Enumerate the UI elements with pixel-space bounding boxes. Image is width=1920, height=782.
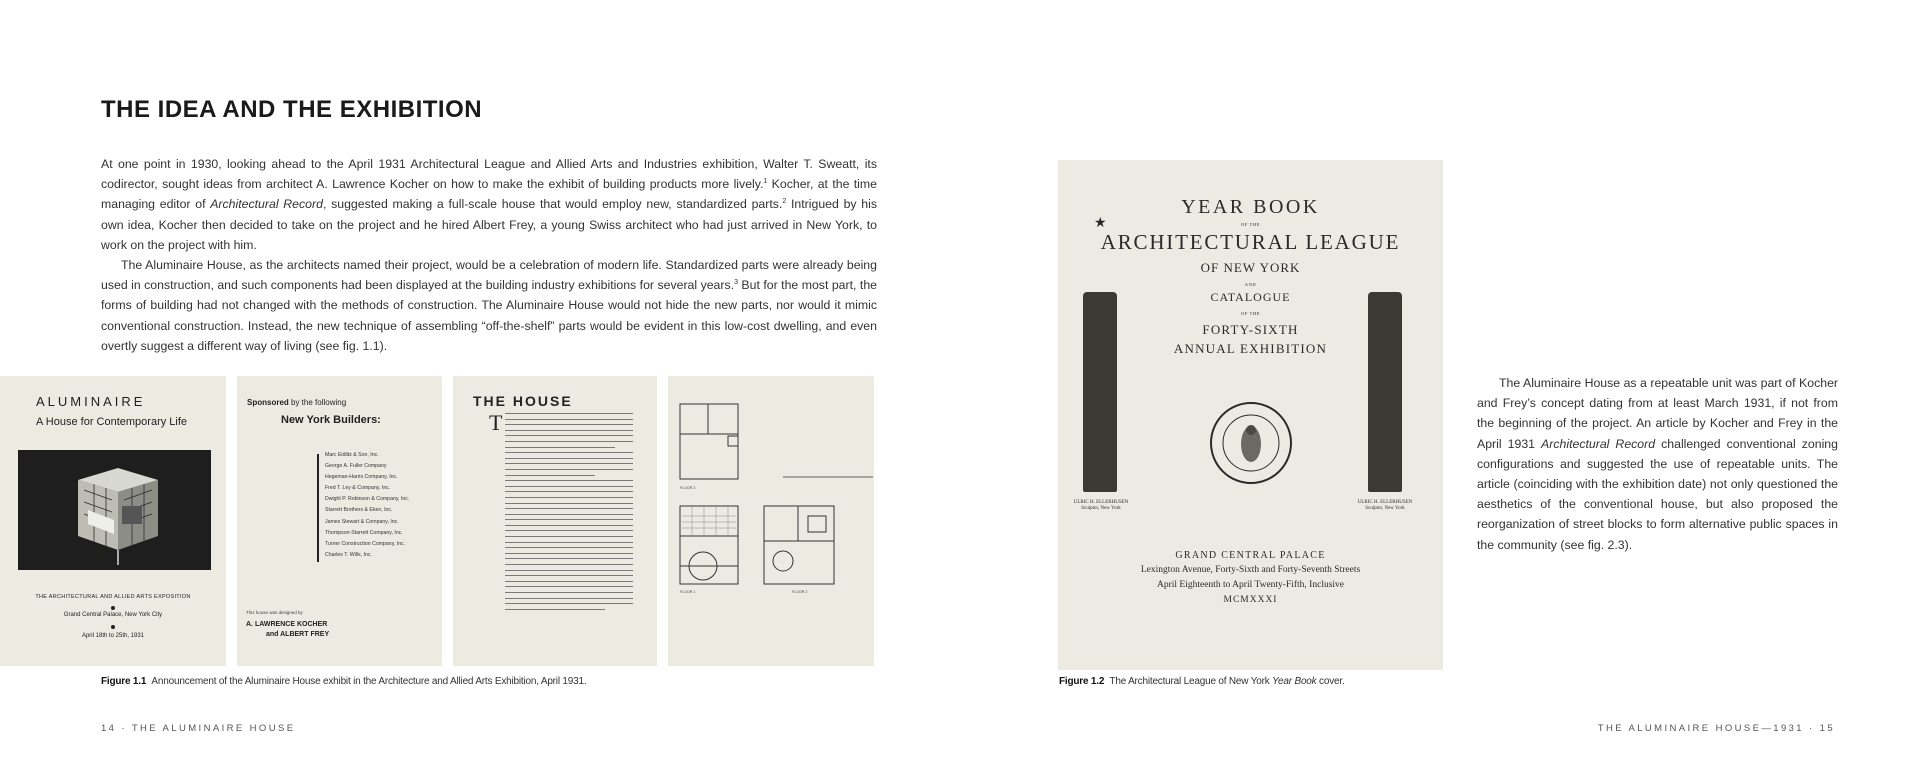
bullet-dot xyxy=(111,606,115,610)
figure-caption-1: Figure 1.1 Announcement of the Aluminaire House exhibit in the Architecture and Allied Arts Exhibition, April 1931. xyxy=(101,676,587,687)
body-paragraph-1: At one point in 1930, looking ahead to the April 1931 Architectural League and Allied Arts and Industries exhibition, Walter T. Sweatt, its codirector, sought ideas from architect A. Lawrence Kocher on how to make the exhibit of building products more lively.$^1$ Kocher, at the time managing editor of Architectural Record, suggested making a full-scale house that would employ new, standardized parts.$^2$ Intrigued by his own idea, Kocher then decided to take on the project and he hired Albert Frey, a young Swiss architect who had just arrived in New York, to work on the project with him. xyxy=(101,157,878,252)
house-photo xyxy=(18,450,211,570)
footnote-ref[interactable]: 1 xyxy=(763,178,768,186)
builder-item: Fred T. Ley & Company, Inc. xyxy=(325,485,391,492)
side-paragraph: The Aluminaire House as a repeatable unit was part of Kocher and Frey’s concept dating from at least March 1931, if not from the beginning of the project. An article by Kocher and Frey in the April 1931 Architectural Record challenged conventional zoning configurations and suggested the use of repeatable units. The article (coinciding with the exhibition date) not only questioned the aesthetics of the conventional house, but also proposed the reorganization of street blocks to form alternative public spaces in the community (see fig. 2.3). xyxy=(1477,376,1838,552)
builders-heading: New York Builders: xyxy=(281,414,381,426)
builder-item: James Stewart & Company, Inc. xyxy=(325,518,399,525)
builder-item: Turner Construction Company, Inc. xyxy=(325,540,406,547)
aluminaire-name: ALUMINAIRE xyxy=(36,394,146,409)
fig1-panel-sponsors xyxy=(237,376,442,666)
star-icon: ★ xyxy=(1094,216,1107,231)
figure-caption-2: Figure 1.2 The Architectural League of New York Year Book cover. xyxy=(1059,676,1345,687)
house-model-image xyxy=(18,450,211,570)
figure-label: Figure 1.2 xyxy=(1059,676,1105,687)
builder-item: Thompson-Starrett Company, Inc. xyxy=(325,529,403,536)
body-text xyxy=(101,154,877,356)
sculptor-credit: ULRIC H. ELLERHUSEN Sculptor, New York xyxy=(1357,500,1413,511)
floor-plans-drawing xyxy=(668,376,874,666)
footnote-ref[interactable]: 2 xyxy=(782,198,787,206)
expo-dates: April 18th to 25th, 1931 xyxy=(81,633,145,639)
yearbook-league: ARCHITECTURAL LEAGUE xyxy=(1100,230,1401,254)
builder-item: Marc Eidlitz & Son, Inc. xyxy=(325,452,379,458)
builder-item: Charles T. Wills, Inc. xyxy=(325,551,372,558)
fig1-panel-the-house xyxy=(453,376,657,666)
bullet-dot xyxy=(111,625,115,629)
yearbook-venue: GRAND CENTRAL PALACE xyxy=(1175,550,1326,561)
yearbook-title: YEAR BOOK xyxy=(1181,196,1320,218)
expo-name: THE ARCHITECTURAL AND ALLIED ARTS EXPOSITION xyxy=(35,594,191,600)
builder-item: Starrett Brothers & Eken, Inc. xyxy=(325,507,393,514)
statue-right xyxy=(1368,292,1402,492)
yearbook-cover: YEAR BOOK OF THE ★ ARCHITECTURAL LEAGUE OF NEW YORK AND CATALOGUE OF THE FORTY-SIXTH ANNUAL EXHIBITION ULRIC H. ELLERHUSEN Sculptor, New York ULRIC H. ELLERHUSEN Sculptor, New York GRAND CENTRAL PALACE Lexington Avenue, Forty-Sixth and Forty-Seventh Streets April Eighteenth to April Twenty-Fifth, Inclusive MCMXXXI xyxy=(1058,160,1443,670)
page-folio-right: THE ALUMINAIRE HOUSE—1931 · 15 xyxy=(1597,723,1835,734)
league-seal-icon xyxy=(1208,400,1294,486)
sponsored-by: Sponsored by the following xyxy=(247,398,347,407)
section-title: THE IDEA AND THE EXHIBITION xyxy=(101,96,483,123)
architects: A. LAWRENCE KOCHER and ALBERT FREY xyxy=(246,621,330,638)
aluminaire-subtitle: A House for Contemporary Life xyxy=(36,416,188,428)
builder-item: George A. Fuller Company xyxy=(325,463,387,470)
floor-label: FLOOR 3 xyxy=(680,486,696,490)
sculptor-credit: ULRIC H. ELLERHUSEN Sculptor, New York xyxy=(1073,500,1129,511)
body-paragraph-2: The Aluminaire House, as the architects named their project, would be a celebration of modern life. Standardized parts were already being used in construction, and such components had been displayed at the building industry exhibitions for several years.$^3$ But for the most part, the forms of building had not changed with the methods of construction. The Aluminaire House would not hide the new parts, nor would it mimic conventional construction. Instead, the new technique of assembling “off-the-shelf” parts would be evident in this low-cost dwelling, and even overtly suggest a different way of living (see fig. 1.1). xyxy=(101,258,877,353)
builders-rule xyxy=(317,454,319,562)
fig1-panel-floor-plans xyxy=(668,376,874,666)
designed-by: This house was designed by xyxy=(246,610,303,615)
drop-cap: T xyxy=(489,410,503,435)
builder-item: Dwight P. Robinson & Company, Inc. xyxy=(325,496,410,503)
floor-label: FLOOR 2 xyxy=(792,590,808,594)
floor-label: FLOOR 1 xyxy=(680,590,696,594)
builder-item: Hegeman-Harris Company, Inc. xyxy=(325,474,398,481)
page-folio-left: 14 · THE ALUMINAIRE HOUSE xyxy=(101,723,296,734)
house-text-block xyxy=(505,413,633,614)
builders-list xyxy=(325,450,409,561)
fig1-panel-announcement xyxy=(0,376,226,666)
statue-left xyxy=(1083,292,1117,492)
footnote-ref[interactable]: 3 xyxy=(734,279,738,287)
expo-place: Grand Central Palace, New York City xyxy=(63,612,163,618)
the-house-title: THE HOUSE xyxy=(473,393,573,409)
figure-label: Figure 1.1 xyxy=(101,676,147,687)
